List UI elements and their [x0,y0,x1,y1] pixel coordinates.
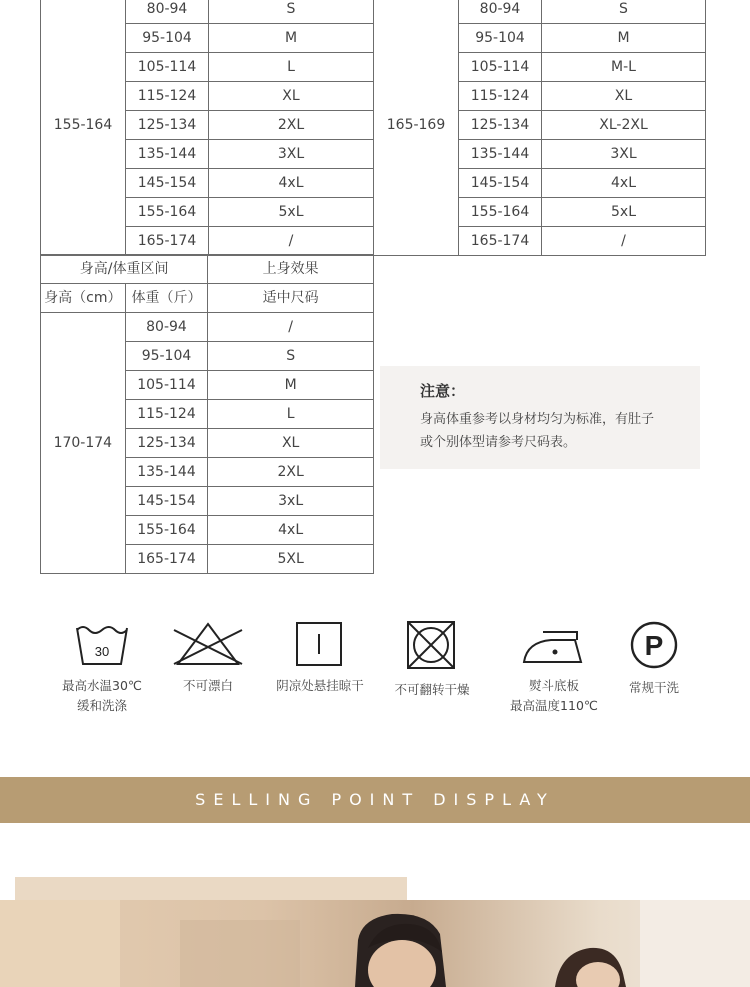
size-cell: / [209,227,374,256]
size-table-170-174 [40,254,374,574]
note-box [380,366,700,469]
size-cell: S [542,0,706,24]
size-cell: 5XL [208,545,374,574]
weight-cell: 145-154 [126,169,209,198]
wash-tub-icon [74,620,130,668]
selling-point-banner [0,777,750,823]
weight-cell: 95-104 [126,24,209,53]
care-wash [50,620,154,716]
weight-cell: 125-134 [125,429,208,458]
weight-cell: 165-174 [126,227,209,256]
note-line-1: 身高体重参考以身材均匀为标准，有肚子 [420,412,655,427]
size-cell: M [209,24,374,53]
no-tumble-dry-icon [406,620,458,672]
size-cell: 4xL [542,169,706,198]
size-cell: 2XL [208,458,374,487]
weight-cell: 115-124 [126,82,209,111]
weight-cell: 80-94 [125,313,208,342]
weight-cell: 135-144 [459,140,542,169]
size-cell: / [542,227,706,256]
weight-cell: 125-134 [126,111,209,140]
weight-cell: 135-144 [126,140,209,169]
size-cell: 3XL [542,140,706,169]
hang-dry-label: 阴凉处悬挂晾干 [276,678,364,693]
table-row [374,0,706,24]
size-cell: S [209,0,374,24]
size-cell: / [208,313,374,342]
table-subheader-row [41,284,374,313]
col-weight: 体重（斤） [125,284,208,313]
size-cell: M-L [542,53,706,82]
col-size: 适中尺码 [208,284,374,313]
care-iron [496,620,612,716]
height-range-cell: 170-174 [41,313,126,574]
size-cell: 5xL [542,198,706,227]
height-range-cell: 155-164 [41,0,126,256]
header-effect: 上身效果 [208,255,374,284]
note-line-2: 或个别体型请参考尺码表。 [420,435,577,450]
weight-cell: 105-114 [459,53,542,82]
weight-cell: 125-134 [459,111,542,140]
size-cell: 5xL [209,198,374,227]
weight-cell: 145-154 [459,169,542,198]
height-range-cell: 165-169 [374,0,459,256]
wash-line-2: 缓和洗涤 [76,698,127,713]
size-cell: 3XL [209,140,374,169]
care-no-tumble [380,620,484,700]
banner-text: SELLING POINT DISPLAY [195,790,555,809]
size-cell: S [208,342,374,371]
wash-line-1: 最高水温30℃ [62,678,142,693]
size-cell: 4xL [209,169,374,198]
dry-clean-letter: P [644,630,664,661]
no-bleach-label: 不可漂白 [182,678,233,693]
model-photo-art [0,900,750,987]
table-row [41,0,374,24]
size-cell: 4xL [208,516,374,545]
table-header-row [41,255,374,284]
weight-cell: 135-144 [125,458,208,487]
dry-clean-icon [628,620,680,670]
table-row [41,313,374,342]
iron-line-1: 熨斗底板 [528,678,579,693]
weight-cell: 80-94 [459,0,542,24]
no-bleach-icon [172,620,244,668]
iron-icon [521,620,587,668]
size-cell: M [542,24,706,53]
weight-cell: 80-94 [126,0,209,24]
iron-line-2: 最高温度110℃ [510,698,598,713]
hang-dry-icon [295,620,345,668]
size-cell: L [208,400,374,429]
size-cell: XL [209,82,374,111]
size-table-155-164 [40,0,374,256]
wash-temp-label: 30 [94,644,110,659]
header-range: 身高/体重区间 [41,255,208,284]
col-height: 身高（cm） [41,284,126,313]
size-table-165-169 [373,0,706,256]
size-cell: XL [542,82,706,111]
weight-cell: 155-164 [125,516,208,545]
weight-cell: 95-104 [459,24,542,53]
weight-cell: 105-114 [125,371,208,400]
model-photo [0,900,750,987]
note-title: 注意： [420,382,466,400]
size-cell: L [209,53,374,82]
care-dry-clean [614,620,694,698]
dry-clean-label: 常规干洗 [628,680,679,695]
weight-cell: 95-104 [125,342,208,371]
care-hang-dry [266,620,374,696]
size-cell: XL-2XL [542,111,706,140]
weight-cell: 115-124 [125,400,208,429]
care-no-bleach [160,620,256,696]
weight-cell: 115-124 [459,82,542,111]
size-cell: 2XL [209,111,374,140]
size-cell: M [208,371,374,400]
weight-cell: 155-164 [459,198,542,227]
size-cell: XL [208,429,374,458]
weight-cell: 105-114 [126,53,209,82]
weight-cell: 165-174 [459,227,542,256]
weight-cell: 165-174 [125,545,208,574]
weight-cell: 155-164 [126,198,209,227]
no-tumble-label: 不可翻转干燥 [394,682,470,697]
weight-cell: 145-154 [125,487,208,516]
size-cell: 3xL [208,487,374,516]
